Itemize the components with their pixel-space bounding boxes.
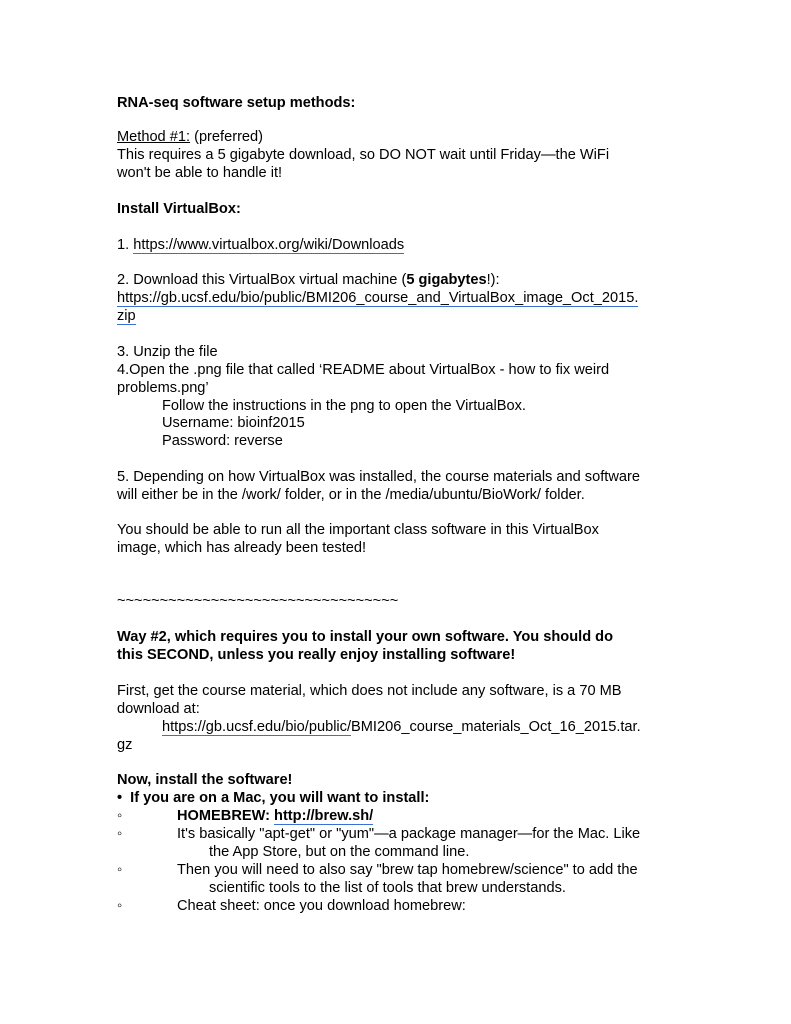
step4-line1: 4.Open the .png file that called ‘README about VirtualBox - how to fix weird [117,362,610,378]
doc-title: RNA-seq software setup methods: [117,95,356,111]
step2-end: !): [486,272,500,288]
step1 [117,236,404,254]
method1-heading [117,128,263,146]
apt-line1: It's basically "apt-get" or "yum"—a package manager—for the Mac. Like [177,826,641,842]
step5-line2: will either be in the /work/ folder, or in the /media/ubuntu/BioWork/ folder. [117,487,585,503]
first-line1: First, get the course material, which does not include any software, is a 70 MB [117,683,622,699]
virtualbox-downloads-link[interactable]: https://www.virtualbox.org/wiki/Downloads [133,237,405,253]
run-line1: You should be able to run all the important class software in this VirtualBox [117,522,599,538]
method1-line2: won't be able to handle it! [117,165,283,181]
apt-line2: the App Store, but on the command line. [209,844,470,860]
homebrew-link[interactable]: http://brew.sh/ [274,808,374,824]
sub-bullet-icon: ◦ [117,826,123,842]
tap-line1: Then you will need to also say "brew tap homebrew/science" to add the [177,862,638,878]
first-line2: download at: [117,701,200,717]
method1-preferred: (preferred) [190,129,264,145]
course-material-filename: BMI206_course_materials_Oct_16_2015.tar. [351,719,641,735]
step4-line2: problems.png’ [117,380,209,396]
step4-password: Password: reverse [162,433,283,449]
vm-image-link-cont[interactable]: zip [117,308,136,324]
install-virtualbox-heading: Install VirtualBox: [117,201,241,217]
sub-bullet-icon: ◦ [117,808,123,824]
vm-image-link[interactable]: https://gb.ucsf.edu/bio/public/BMI206_course_and_VirtualBox_image_Oct_2015. [117,290,639,306]
step4-instructions: Follow the instructions in the png to open the VirtualBox. [162,398,526,414]
step2-text: 2. Download this VirtualBox virtual machine ( [117,272,407,288]
step1-prefix: 1. [117,237,134,253]
now-install-heading: Now, install the software! [117,772,293,788]
homebrew-label-group [177,807,373,825]
tap-line2: scientific tools to the list of tools that brew understands. [209,880,566,896]
course-material-link[interactable]: https://gb.ucsf.edu/bio/public/ [162,719,352,735]
step4-username: Username: bioinf2015 [162,415,305,431]
step2 [117,271,500,289]
step2-size: 5 gigabytes [406,272,487,288]
sub-bullet-icon: ◦ [117,862,123,878]
mac-bullet-item [117,789,429,807]
method1-line1: This requires a 5 gigabyte download, so DO NOT wait until Friday—the WiFi [117,147,610,163]
vm-image-link-line1 [117,289,638,307]
course-material-url [162,718,641,736]
run-line2: image, which has already been tested! [117,540,367,556]
cheat-line: Cheat sheet: once you download homebrew: [177,898,466,914]
way2-line1: Way #2, which requires you to install your own software. You should do [117,629,613,645]
step3: 3. Unzip the file [117,344,218,360]
homebrew-label: HOMEBREW: [177,808,275,824]
vm-image-link-line2 [117,307,136,325]
mac-bullet-text: If you are on a Mac, you will want to install: [130,790,430,806]
step5-line1: 5. Depending on how VirtualBox was installed, the course materials and software [117,469,640,485]
sub-bullet-icon: ◦ [117,898,123,914]
way2-line2: this SECOND, unless you really enjoy installing software! [117,647,516,663]
tilde-separator: ~~~~~~~~~~~~~~~~~~~~~~~~~~~~~~~~~ [117,593,399,609]
method1-label: Method #1: [117,129,191,145]
bullet-icon: • [117,790,123,806]
course-material-url-cont: gz [117,737,133,753]
